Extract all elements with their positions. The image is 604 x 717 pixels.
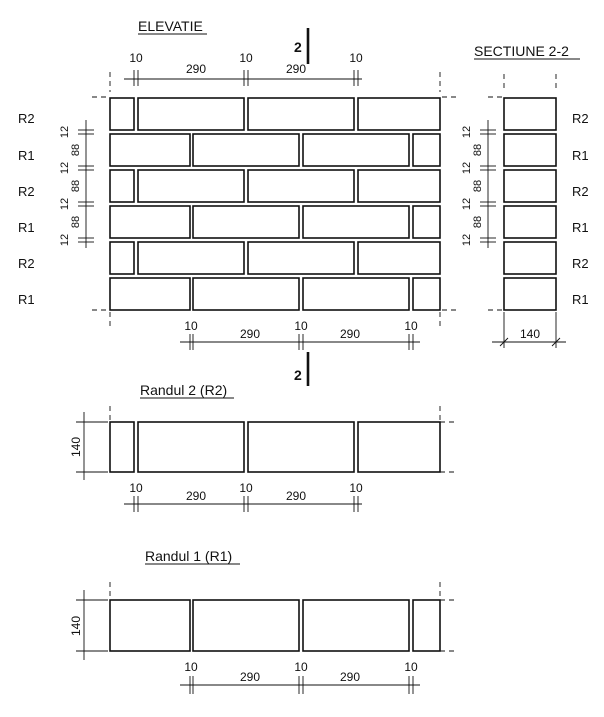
v-dim-joint: 12 xyxy=(59,197,71,211)
row-label-left: R1 xyxy=(18,220,35,235)
bottom-dim-brick-1: 290 xyxy=(239,327,261,341)
brick xyxy=(138,170,244,202)
bottom-dim-joint-1: 10 xyxy=(184,319,198,333)
brick xyxy=(110,278,190,310)
section-title: SECTIUNE 2-2 xyxy=(474,43,569,59)
brick xyxy=(358,170,440,202)
plan-brick xyxy=(138,422,244,472)
brick-half xyxy=(110,98,134,130)
row1-dim-brick-1: 290 xyxy=(239,670,261,684)
v-dim-joint: 12 xyxy=(59,233,71,247)
top-dim-joint-1: 10 xyxy=(129,51,143,65)
section-v-dim-brick: 88 xyxy=(472,143,484,157)
row2-height-dimension xyxy=(69,412,108,480)
bottom-dim-joint-3: 10 xyxy=(404,319,418,333)
elevation-view xyxy=(18,18,456,386)
brick xyxy=(110,206,190,238)
row-label-left: R1 xyxy=(18,148,35,163)
section-brick xyxy=(504,206,556,238)
row-label-right: R1 xyxy=(572,292,589,307)
row-label-left: R1 xyxy=(18,292,35,307)
row-label-right: R2 xyxy=(572,256,589,271)
row-label-left: R2 xyxy=(18,184,35,199)
plan-brick xyxy=(358,422,440,472)
row-label-right: R1 xyxy=(572,220,589,235)
row2-dim-joint-2: 10 xyxy=(239,481,253,495)
row1-width-dimension xyxy=(180,660,420,694)
row2-dim-joint-1: 10 xyxy=(129,481,143,495)
elevation-vertical-dimension xyxy=(59,120,94,248)
plan-brick-half xyxy=(413,600,440,651)
bottom-dim-joint-2: 10 xyxy=(294,319,308,333)
plan-brick xyxy=(110,600,190,651)
elevation-title: ELEVATIE xyxy=(138,18,203,34)
row-label-left: R2 xyxy=(18,256,35,271)
brick xyxy=(138,242,244,274)
section-brick xyxy=(504,98,556,130)
section-v-dim-joint: 12 xyxy=(461,161,473,175)
row1-plan-title: Randul 1 (R1) xyxy=(145,548,233,564)
section-brick xyxy=(504,278,556,310)
section-width-dimension xyxy=(492,312,566,348)
row2-dim-brick-1: 290 xyxy=(185,489,207,503)
section-v-dim-joint: 12 xyxy=(461,233,473,247)
row-label-right: R1 xyxy=(572,148,589,163)
row2-dim-joint-3: 10 xyxy=(349,481,363,495)
row2-width-dimension xyxy=(124,481,363,512)
v-dim-brick: 88 xyxy=(70,215,82,229)
brick xyxy=(358,98,440,130)
v-dim-brick: 88 xyxy=(70,143,82,157)
section-brick xyxy=(504,134,556,166)
brick-half xyxy=(413,278,440,310)
row1-dim-brick-2: 290 xyxy=(339,670,361,684)
v-dim-brick: 88 xyxy=(70,179,82,193)
plan-brick xyxy=(248,422,354,472)
brick xyxy=(110,134,190,166)
v-dim-joint: 12 xyxy=(59,161,71,175)
brick-half xyxy=(413,134,440,166)
row2-plan-title: Randul 2 (R2) xyxy=(140,382,228,398)
brick xyxy=(193,278,299,310)
brick xyxy=(303,134,409,166)
bottom-dim-brick-2: 290 xyxy=(339,327,361,341)
brick xyxy=(193,206,299,238)
brick xyxy=(193,134,299,166)
elevation-top-dimension xyxy=(124,51,363,86)
section-vertical-dimension xyxy=(461,120,496,248)
plan-brick-half xyxy=(110,422,134,472)
top-dim-joint-2: 10 xyxy=(239,51,253,65)
row1-dim-joint-2: 10 xyxy=(294,660,308,674)
section-v-dim-brick: 88 xyxy=(472,215,484,229)
brick xyxy=(138,98,244,130)
row1-plan-view xyxy=(69,548,456,694)
section-width-label: 140 xyxy=(519,327,541,341)
row1-height-label: 140 xyxy=(69,615,83,637)
row1-dim-joint-3: 10 xyxy=(404,660,418,674)
section-brick xyxy=(504,170,556,202)
row1-height-dimension xyxy=(69,590,108,660)
row1-dim-joint-1: 10 xyxy=(184,660,198,674)
brick-half xyxy=(110,170,134,202)
elevation-bottom-dimension xyxy=(180,319,420,350)
row-label-right: R2 xyxy=(572,111,589,126)
section-v-dim-joint: 12 xyxy=(461,197,473,211)
row2-height-label: 140 xyxy=(69,436,83,458)
brick-half xyxy=(413,206,440,238)
brick xyxy=(248,170,354,202)
row-label-right: R2 xyxy=(572,184,589,199)
brick xyxy=(303,206,409,238)
row-label-left: R2 xyxy=(18,111,35,126)
brick xyxy=(248,242,354,274)
top-dim-brick-2: 290 xyxy=(285,62,307,76)
top-dim-brick-1: 290 xyxy=(185,62,207,76)
section-v-dim-joint: 12 xyxy=(461,125,473,139)
section-view xyxy=(461,43,589,348)
top-dim-joint-3: 10 xyxy=(349,51,363,65)
brick xyxy=(358,242,440,274)
section-brick xyxy=(504,242,556,274)
row2-dim-brick-2: 290 xyxy=(285,489,307,503)
section-mark-top: 2 xyxy=(294,39,302,55)
section-v-dim-brick: 88 xyxy=(472,179,484,193)
row2-plan-view xyxy=(69,382,456,512)
plan-brick xyxy=(303,600,409,651)
plan-brick xyxy=(193,600,299,651)
v-dim-joint: 12 xyxy=(59,125,71,139)
brick-half xyxy=(110,242,134,274)
section-mark-bottom: 2 xyxy=(294,367,302,383)
brick xyxy=(303,278,409,310)
brick xyxy=(248,98,354,130)
